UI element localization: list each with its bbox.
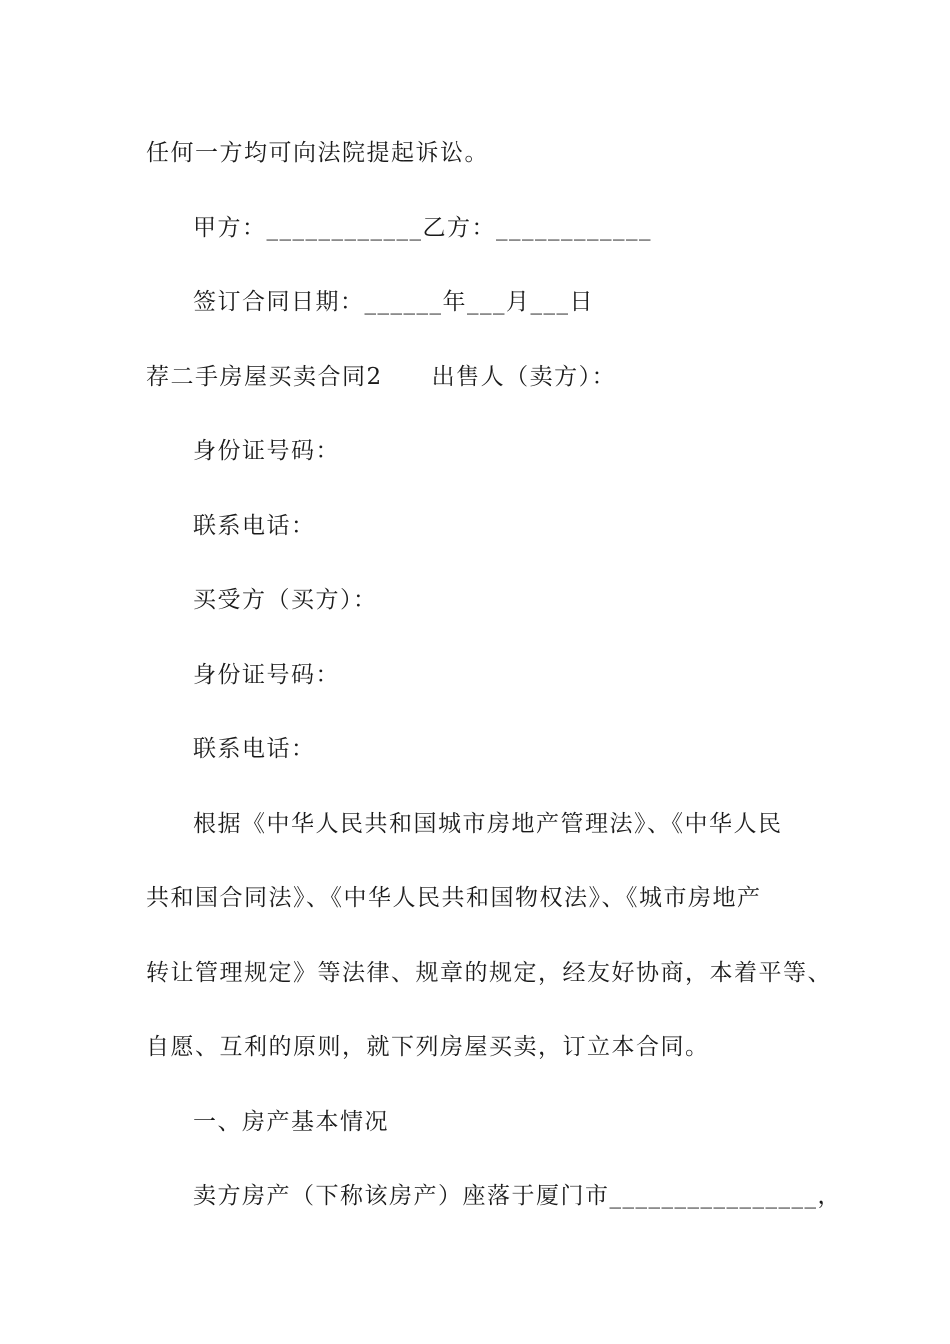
buyer-label: 买受方（买方）： (193, 587, 378, 613)
legal-basis-line-3: 转让管理规定》等法律、规章的规定，经友好协商，本着平等、 (146, 960, 832, 986)
buyer-phone-label: 联系电话： (193, 736, 316, 762)
contract-title-seller-line: 荐二手房屋买卖合同2 出售人（卖方）： (146, 364, 617, 390)
legal-basis-line-4: 自愿、互利的原则，就下列房屋买卖，订立本合同。 (146, 1034, 710, 1060)
buyer-id-number-label: 身份证号码： (193, 662, 340, 688)
seller-phone-label: 联系电话： (193, 513, 316, 539)
seller-id-number-label: 身份证号码： (193, 438, 340, 464)
paragraph-line-lawsuit: 任何一方均可向法院提起诉讼。 (146, 140, 489, 166)
legal-basis-line-1: 根据《中华人民共和国城市房地产管理法》、《中华人民 (193, 811, 783, 837)
section-heading-property-info: 一、房产基本情况 (193, 1109, 389, 1135)
signing-date-line: 签订合同日期：______年___月___日 (193, 289, 594, 315)
property-location-line: 卖方房产（下称该房产）座落于厦门市________________， (193, 1183, 842, 1209)
signature-party-line: 甲方：____________乙方：____________ (193, 215, 652, 241)
legal-basis-line-2: 共和国合同法》、《中华人民共和国物权法》、《城市房地产 (146, 885, 762, 911)
